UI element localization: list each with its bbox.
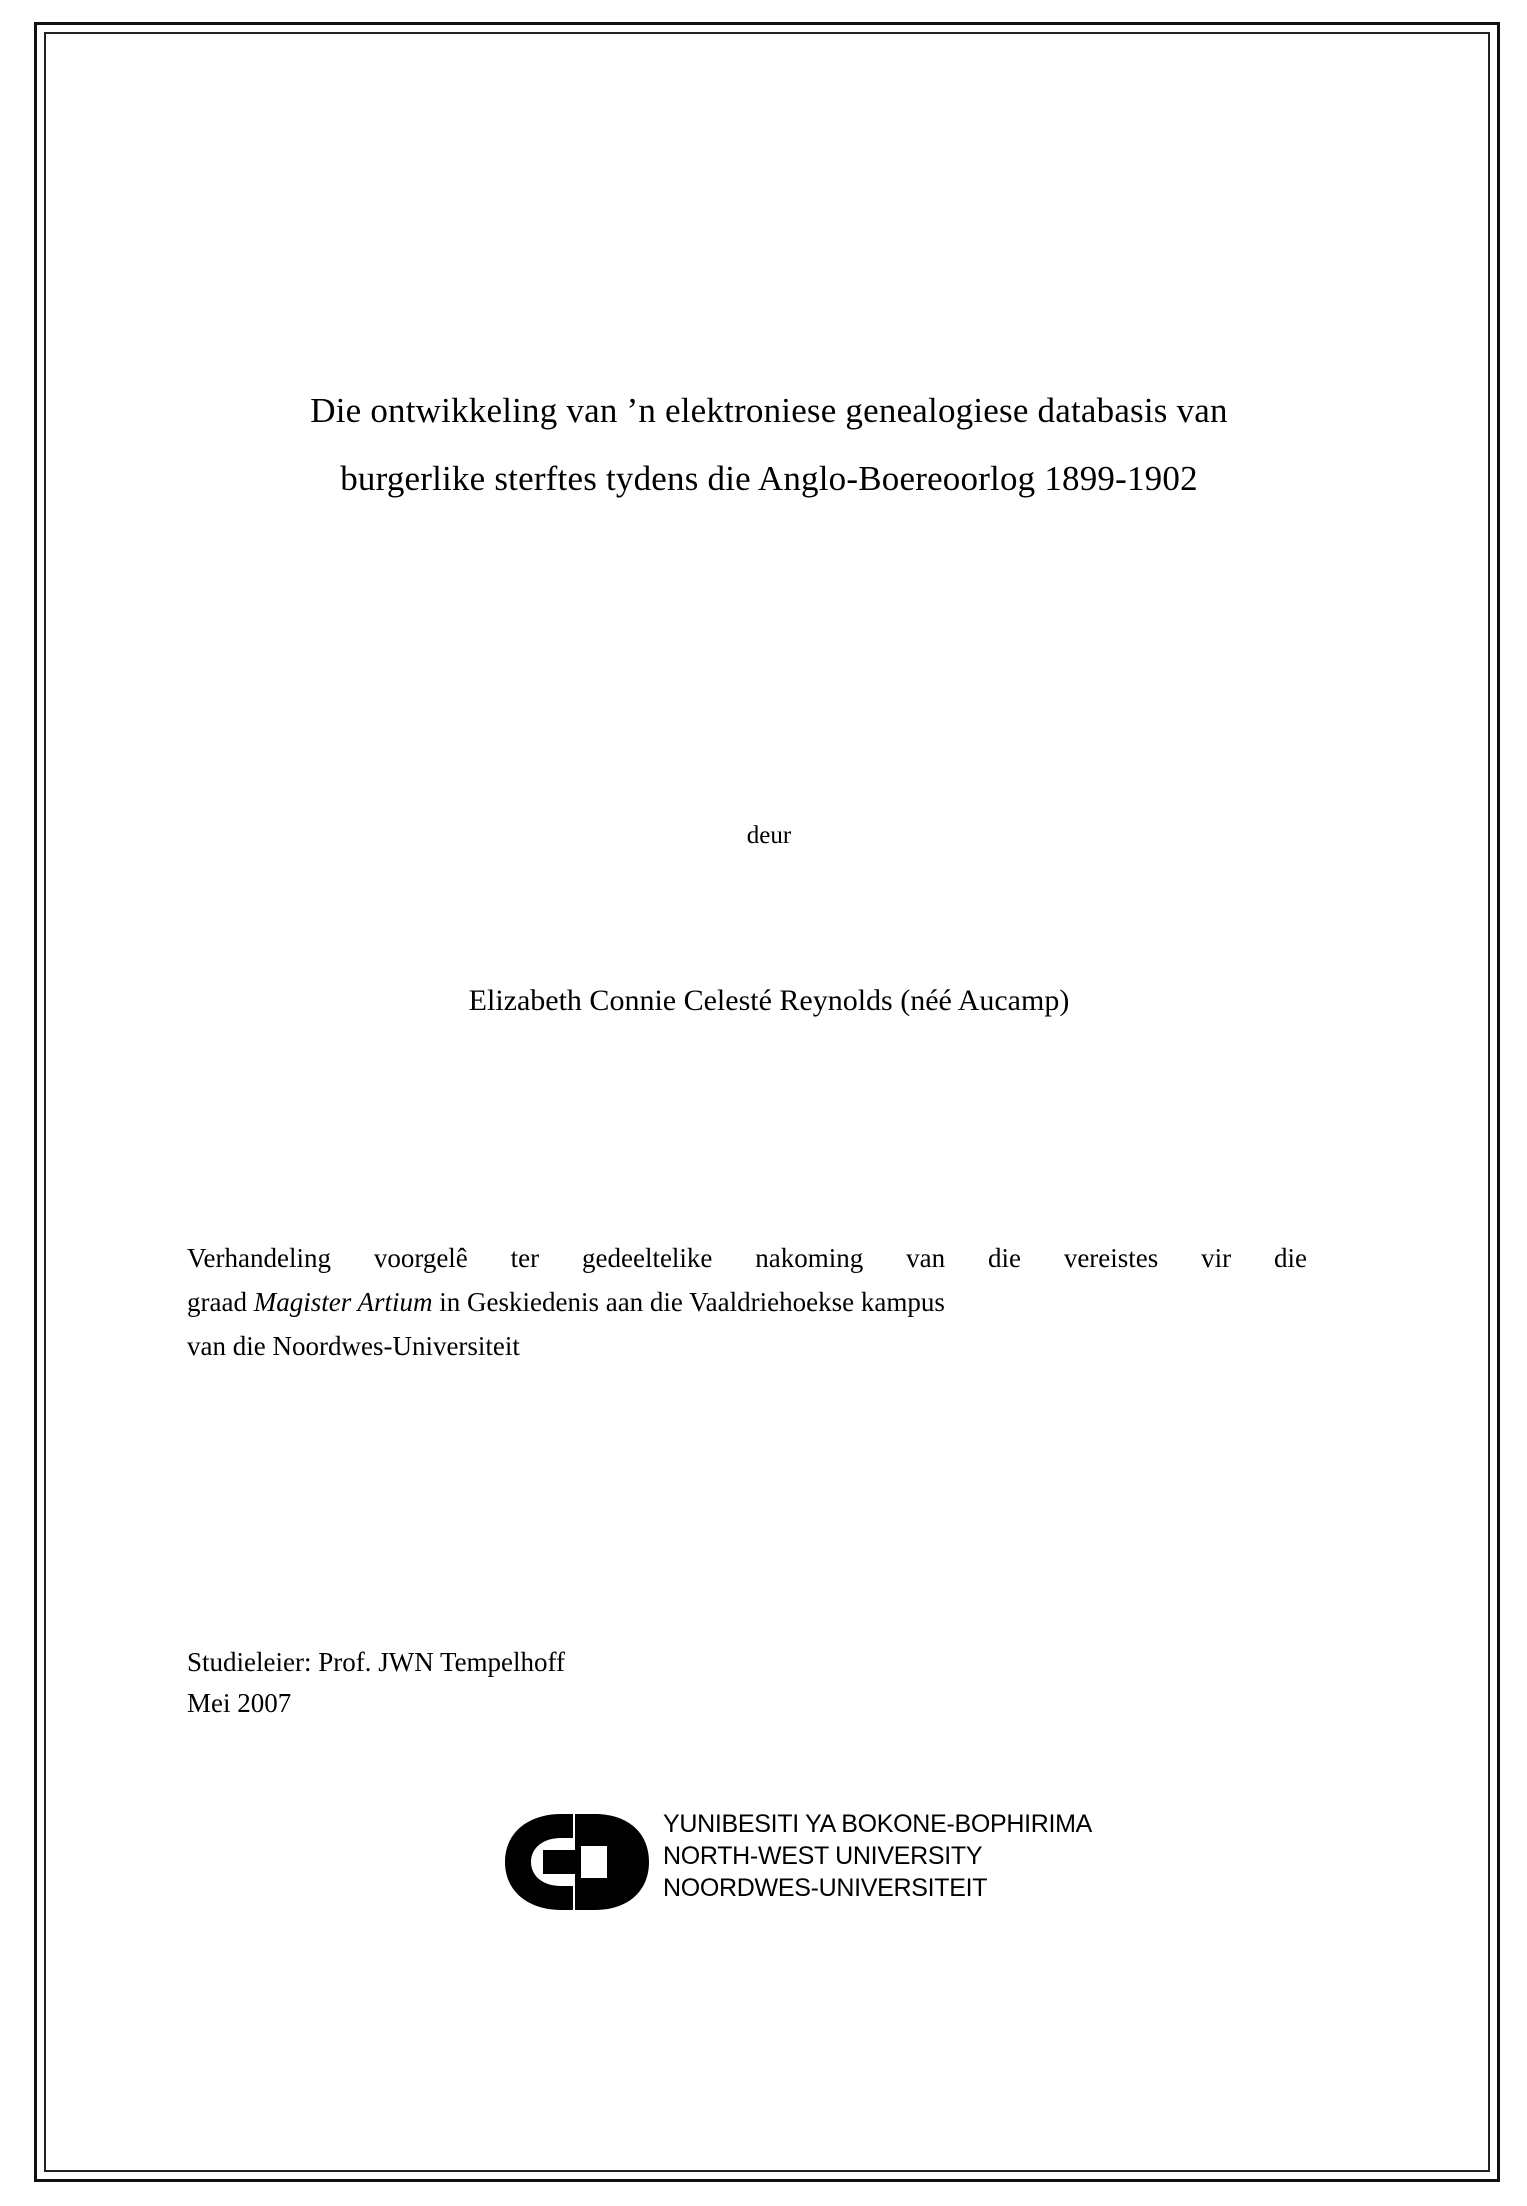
date-line: Mei 2007 [187, 1688, 292, 1718]
degree-name: Magister Artium [253, 1287, 433, 1317]
title-line-2: burgerlike sterftes tydens die Anglo-Boereoorlog 1899-1902 [340, 459, 1198, 498]
logo-line-setswana: YUNIBESITI YA BOKONE-BOPHIRIMA [663, 1810, 1093, 1838]
author-name: Elizabeth Connie Celesté Reynolds (néé Aucamp) [468, 984, 1070, 1017]
page-content [44, 32, 1490, 2172]
by-word: deur [746, 822, 792, 849]
north-west-university-logo-icon [499, 1810, 659, 1914]
degree-statement [187, 1236, 1307, 1368]
statement-line-2 [187, 1280, 1307, 1324]
supervisor-line: Studieleier: Prof. JWN Tempelhoff [187, 1647, 566, 1677]
statement-line-2-suffix: in Geskiedenis aan die Vaaldriehoekse kampus [432, 1287, 945, 1317]
statement-line-1: Verhandeling voorgelê ter gedeeltelike nakoming van die vereistes vir die [187, 1243, 1307, 1273]
statement-line-2-prefix: graad [187, 1287, 254, 1317]
supervisor-block [187, 1642, 1087, 1724]
page-title [184, 377, 1354, 513]
title-line-1: Die ontwikkeling van ’n elektroniese genealogiese databasis van [310, 391, 1228, 430]
statement-line-3: van die Noordwes-Universiteit [187, 1331, 520, 1361]
university-logo [499, 1802, 1119, 1922]
university-logo-text [663, 1808, 1092, 1904]
logo-line-english: NORTH-WEST UNIVERSITY [663, 1842, 983, 1870]
logo-line-afrikaans: NOORDWES-UNIVERSITEIT [663, 1874, 988, 1902]
